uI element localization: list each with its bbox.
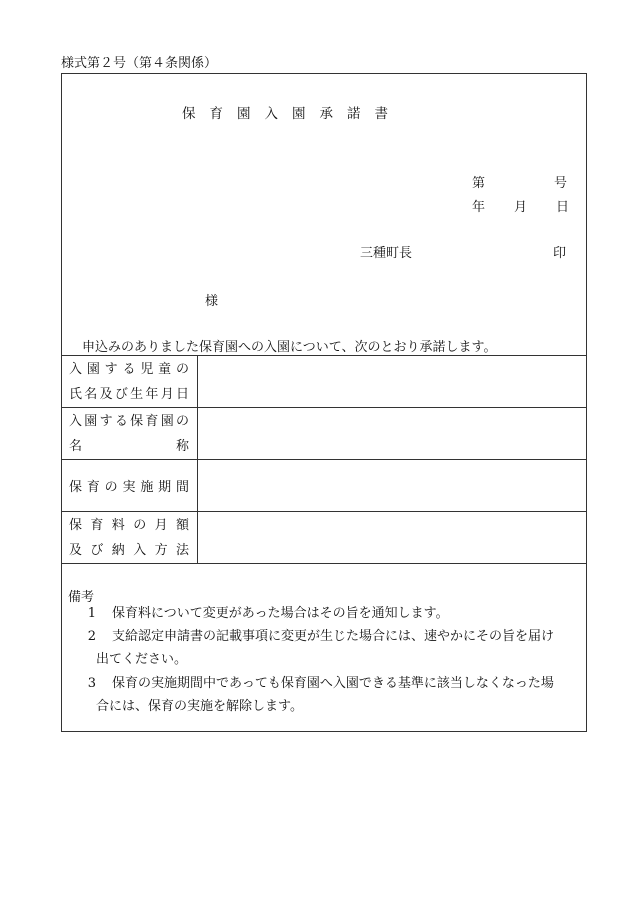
row-label: 保育料の月額 及び納入方法: [62, 512, 198, 564]
table-row: [62, 512, 587, 564]
number-suffix: 号: [554, 176, 568, 191]
details-table: [61, 355, 587, 564]
nursery-name-field[interactable]: [198, 408, 587, 460]
seal-mark: 印: [553, 246, 567, 261]
document-title: 保育園入園承諾書: [182, 106, 402, 122]
note-item: 3 保育の実施期間中であっても保育園へ入園できる基準に該当しなくなった場 合には、保育の実施を解除します。: [87, 676, 554, 714]
date-year-label: 年: [472, 200, 486, 215]
number-prefix: 第: [472, 176, 486, 191]
approval-form-frame: [61, 73, 587, 732]
issuer-name: 三種町長: [360, 246, 413, 261]
date-month-label: 月: [514, 200, 528, 215]
child-name-birthdate-field[interactable]: [198, 356, 587, 408]
date-day-label: 日: [556, 200, 570, 215]
fee-payment-field[interactable]: [198, 512, 587, 564]
row-label: 入園する児童の 氏名及び生年月日: [62, 356, 198, 408]
note-item: 1 保育料について変更があった場合はその旨を通知します。: [87, 606, 449, 621]
row-label: 保育の実施期間: [62, 460, 198, 512]
intro-statement: 申込みのありました保育園への入園について、次のとおり承諾します。: [82, 340, 497, 355]
form-number-label: 様式第２号（第４条関係）: [61, 56, 218, 71]
table-row: [62, 460, 587, 512]
addressee-suffix: 様: [205, 294, 219, 309]
row-label: 入園する保育園の 名称: [62, 408, 198, 460]
notes-heading: 備考: [68, 590, 95, 605]
table-row: [62, 408, 587, 460]
note-item: 2 支給認定申請書の記載事項に変更が生じた場合には、速やかにその旨を届け 出てください。: [87, 629, 555, 667]
care-period-field[interactable]: [198, 460, 587, 512]
table-row: [62, 356, 587, 408]
